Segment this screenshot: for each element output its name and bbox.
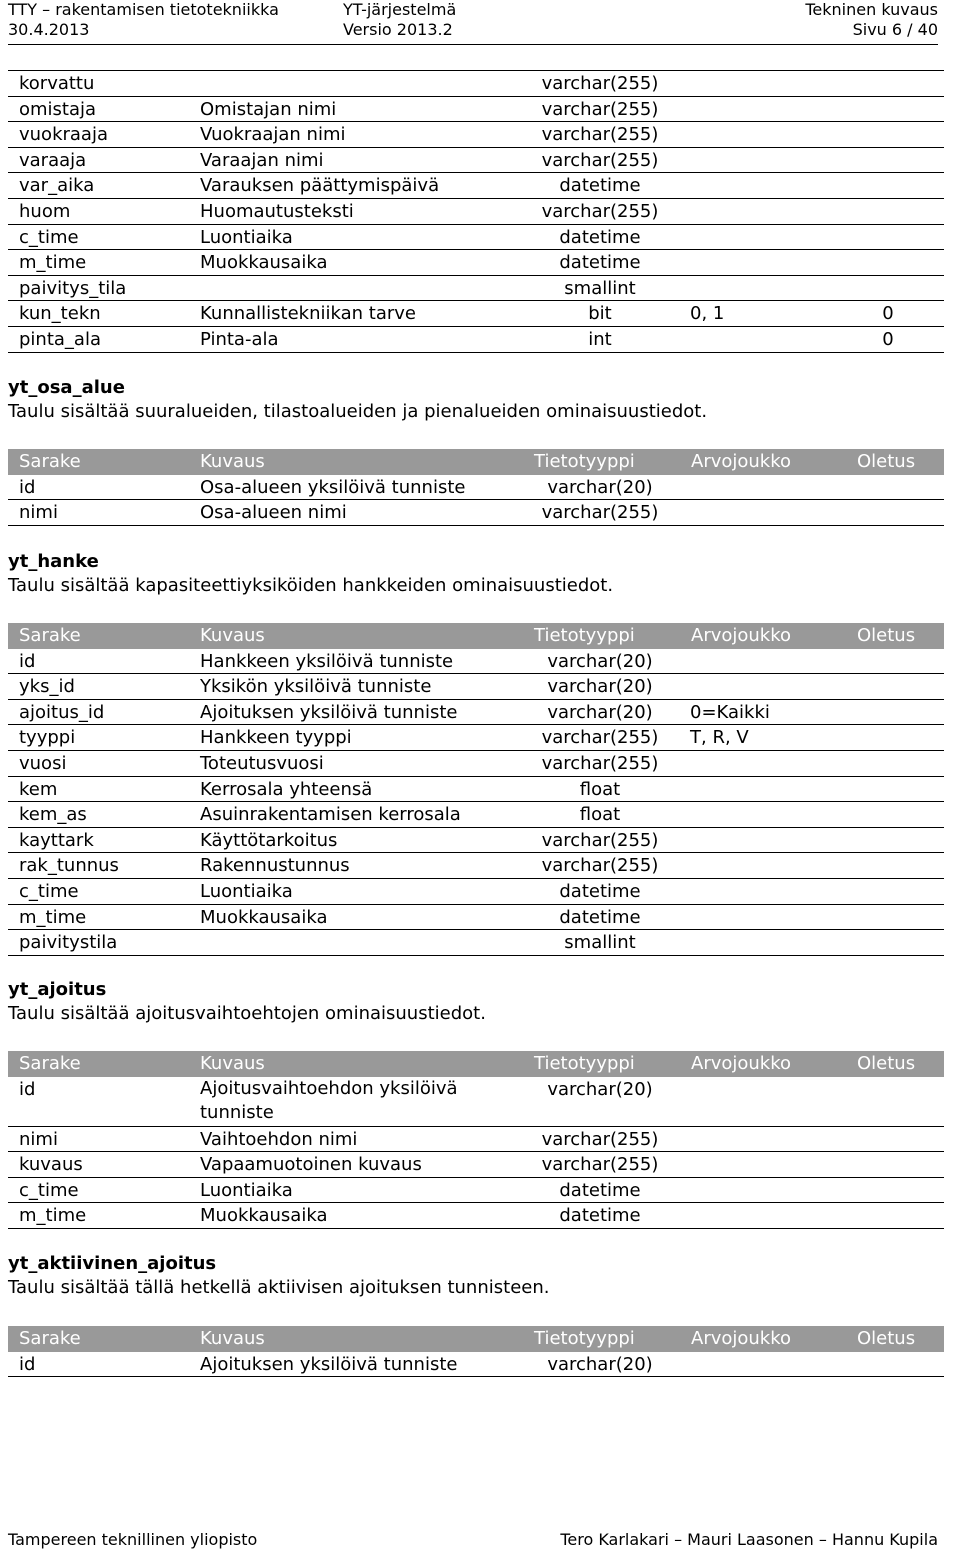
page-header [8,0,938,40]
cell-tietotyyppi: varchar(255) [541,73,659,94]
table-row [8,225,944,251]
table-row [8,71,944,97]
header-kuvaus: Kuvaus [200,1328,265,1349]
cell-kuvaus: Asuinrakentamisen kerrosala [200,804,461,826]
table-row [8,276,944,302]
table-row [8,751,944,777]
table-row [8,173,944,199]
table-row [8,475,944,501]
header-doc-type: Tekninen kuvaus [805,0,938,19]
header-version: Versio 2013.2 [343,20,453,39]
header-date: 30.4.2013 [8,20,90,39]
cell-tietotyyppi: smallint [564,932,636,954]
section-title-yt-osa-alue: yt_osa_alue [8,377,125,398]
cell-kuvaus: Luontiaika [200,1179,293,1201]
cell-sarake: kem_as [19,804,87,826]
cell-kuvaus: Vuokraajan nimi [200,124,346,146]
cell-sarake: tyyppi [19,727,76,749]
header-page-number: Sivu 6 / 40 [852,20,938,39]
cell-oletus: 0 [882,303,894,325]
cell-tietotyyppi: datetime [559,252,641,274]
table-yt-hanke [8,623,944,956]
footer-university: Tampereen teknillinen yliopisto [8,1530,258,1549]
cell-tietotyyppi: varchar(255) [541,502,659,524]
cell-kuvaus: Muokkausaika [200,1205,328,1227]
cell-sarake: c_time [19,1179,79,1201]
table-yt-ajoitus [8,1051,944,1229]
table-row [8,649,944,675]
cell-tietotyyppi: varchar(20) [547,701,653,723]
header-sarake: Sarake [19,451,81,472]
header-tietotyyppi: Tietotyyppi [534,1053,635,1074]
cell-kuvaus: Rakennustunnus [200,855,350,877]
header-arvojoukko: Arvojoukko [691,1053,792,1074]
cell-sarake: korvattu [19,73,95,94]
table-row [8,1352,944,1378]
cell-sarake: varaaja [19,149,87,171]
table-row [8,1178,944,1204]
header-tietotyyppi: Tietotyyppi [534,451,635,472]
cell-tietotyyppi: varchar(255) [541,124,659,146]
section-title-yt-ajoitus: yt_ajoitus [8,979,107,1000]
header-sarake: Sarake [19,1053,81,1074]
table-row [8,500,944,526]
cell-sarake: omistaja [19,98,97,120]
cell-tietotyyppi: varchar(255) [541,752,659,774]
table-row [8,250,944,276]
cell-sarake: c_time [19,226,79,248]
header-kuvaus: Kuvaus [200,451,265,472]
table-row [8,148,944,174]
cell-kuvaus: Varaajan nimi [200,149,324,171]
table-row [8,879,944,905]
cell-kuvaus: Toteutusvuosi [200,752,324,774]
table-row [8,1152,944,1178]
cell-sarake: m_time [19,1205,87,1227]
cell-sarake: pinta_ala [19,328,101,350]
cell-tietotyyppi: datetime [559,906,641,928]
table-row [8,725,944,751]
cell-oletus: 0 [882,328,894,350]
cell-sarake: id [19,1353,36,1375]
cell-tietotyyppi: smallint [564,277,636,299]
cell-tietotyyppi: bit [588,303,612,325]
cell-sarake: kem [19,778,58,800]
table-yt-aktiivinen-ajoitus [8,1326,944,1377]
header-divider [8,44,938,45]
header-arvojoukko: Arvojoukko [691,625,792,646]
section-desc-yt-ajoitus: Taulu sisältää ajoitusvaihtoehtojen ominaisuustiedot. [8,1003,486,1024]
table-header-row [8,449,944,475]
header-oletus: Oletus [857,1328,916,1349]
cell-kuvaus: Yksikön yksilöivä tunniste [200,676,432,698]
header-system: YT-järjestelmä [343,0,457,19]
header-course: TTY – rakentamisen tietotekniikka [8,0,279,19]
section-title-yt-hanke: yt_hanke [8,551,99,572]
cell-tietotyyppi: varchar(255) [541,855,659,877]
table-row [8,199,944,225]
cell-arvojoukko: 0, 1 [690,303,725,325]
cell-kuvaus: Pinta-ala [200,328,279,350]
cell-tietotyyppi: datetime [559,1205,641,1227]
header-tietotyyppi: Tietotyyppi [534,1328,635,1349]
cell-tietotyyppi: varchar(20) [547,1078,653,1100]
header-kuvaus: Kuvaus [200,1053,265,1074]
table-header-row [8,623,944,649]
table-row [8,674,944,700]
header-sarake: Sarake [19,1328,81,1349]
table-header-row [8,1051,944,1077]
cell-kuvaus: Varauksen päättymispäivä [200,175,440,197]
cell-sarake: huom [19,200,71,222]
cell-tietotyyppi: datetime [559,226,641,248]
cell-sarake: yks_id [19,676,75,698]
table-row [8,301,944,327]
footer-authors: Tero Karlakari – Mauri Laasonen – Hannu Kupila [560,1530,938,1549]
cell-sarake: id [19,650,36,672]
section-desc-yt-aktiivinen-ajoitus: Taulu sisältää tällä hetkellä aktiivisen ajoituksen tunnisteen. [8,1277,550,1298]
cell-sarake: paivitys_tila [19,277,127,299]
cell-kuvaus: Luontiaika [200,880,293,902]
cell-sarake: kuvaus [19,1154,83,1176]
cell-kuvaus: Vapaamuotoinen kuvaus [200,1154,422,1176]
table-row [8,700,944,726]
cell-tietotyyppi: varchar(255) [541,1128,659,1150]
cell-tietotyyppi: varchar(20) [547,650,653,672]
cell-sarake: m_time [19,906,87,928]
cell-arvojoukko: T, R, V [690,727,749,749]
cell-tietotyyppi: float [579,778,621,800]
table-row [8,853,944,879]
header-arvojoukko: Arvojoukko [691,451,792,472]
cell-kuvaus: Vaihtoehdon nimi [200,1128,358,1150]
cell-kuvaus: Muokkausaika [200,906,328,928]
cell-tietotyyppi: datetime [559,175,641,197]
table-row [8,777,944,803]
header-tietotyyppi: Tietotyyppi [534,625,635,646]
cell-tietotyyppi: datetime [559,1179,641,1201]
cell-tietotyyppi: varchar(255) [541,727,659,749]
cell-sarake: nimi [19,502,58,524]
cell-sarake: paivitystila [19,932,118,954]
header-oletus: Oletus [857,451,916,472]
cell-sarake: vuokraaja [19,124,108,146]
header-oletus: Oletus [857,625,916,646]
table-yt-osa-alue [8,449,944,526]
header-arvojoukko: Arvojoukko [691,1328,792,1349]
table-row [8,1077,944,1127]
cell-kuvaus: Ajoituksen yksilöivä tunniste [200,1353,458,1375]
cell-sarake: id [19,1078,36,1100]
table-header-row [8,1326,944,1352]
cell-tietotyyppi: varchar(255) [541,1154,659,1176]
cell-tietotyyppi: float [579,804,621,826]
table-row [8,97,944,123]
cell-sarake: nimi [19,1128,58,1150]
cell-kuvaus: Ajoitusvaihtoehdon yksilöivä tunniste [200,1077,458,1123]
cell-sarake: rak_tunnus [19,855,119,877]
table-row [8,802,944,828]
section-desc-yt-osa-alue: Taulu sisältää suuralueiden, tilastoalueiden ja pienalueiden ominaisuustiedot. [8,401,708,422]
cell-tietotyyppi: varchar(20) [547,1353,653,1375]
header-sarake: Sarake [19,625,81,646]
cell-tietotyyppi: int [588,328,612,350]
cell-sarake: c_time [19,880,79,902]
cell-sarake: kayttark [19,829,94,851]
section-title-yt-aktiivinen-ajoitus: yt_aktiivinen_ajoitus [8,1253,217,1274]
cell-sarake: kun_tekn [19,303,101,325]
cell-tietotyyppi: varchar(255) [541,149,659,171]
header-kuvaus: Kuvaus [200,625,265,646]
cell-kuvaus: Luontiaika [200,226,293,248]
cell-kuvaus: Huomautusteksti [200,200,354,222]
cell-tietotyyppi: varchar(20) [547,676,653,698]
cell-kuvaus: Hankkeen tyyppi [200,727,352,749]
table-row [8,828,944,854]
cell-kuvaus: Kunnallistekniikan tarve [200,303,416,325]
cell-kuvaus: Ajoituksen yksilöivä tunniste [200,701,458,723]
cell-kuvaus: Osa-alueen yksilöivä tunniste [200,476,466,498]
cell-kuvaus: Muokkausaika [200,252,328,274]
table-row [8,1127,944,1153]
cell-sarake: var_aika [19,175,95,197]
cell-sarake: ajoitus_id [19,701,105,723]
cell-sarake: id [19,476,36,498]
cell-kuvaus: Käyttötarkoitus [200,829,338,851]
cell-sarake: vuosi [19,752,67,774]
cell-tietotyyppi: varchar(255) [541,98,659,120]
header-oletus: Oletus [857,1053,916,1074]
cell-kuvaus: Osa-alueen nimi [200,502,347,524]
cell-kuvaus: Hankkeen yksilöivä tunniste [200,650,454,672]
cell-arvojoukko: 0=Kaikki [690,701,770,723]
table-row [8,905,944,931]
table-row [8,930,944,956]
table-row [8,1203,944,1229]
cell-tietotyyppi: datetime [559,880,641,902]
cell-sarake: m_time [19,252,87,274]
table-continued [8,71,944,353]
cell-tietotyyppi: varchar(255) [541,829,659,851]
cell-tietotyyppi: varchar(20) [547,476,653,498]
cell-kuvaus: Kerrosala yhteensä [200,778,373,800]
cell-kuvaus: Omistajan nimi [200,98,337,120]
section-desc-yt-hanke: Taulu sisältää kapasiteettiyksiköiden hankkeiden ominaisuustiedot. [8,575,614,596]
cell-tietotyyppi: varchar(255) [541,200,659,222]
table-row [8,327,944,353]
table-row [8,122,944,148]
page-footer [8,1530,938,1550]
